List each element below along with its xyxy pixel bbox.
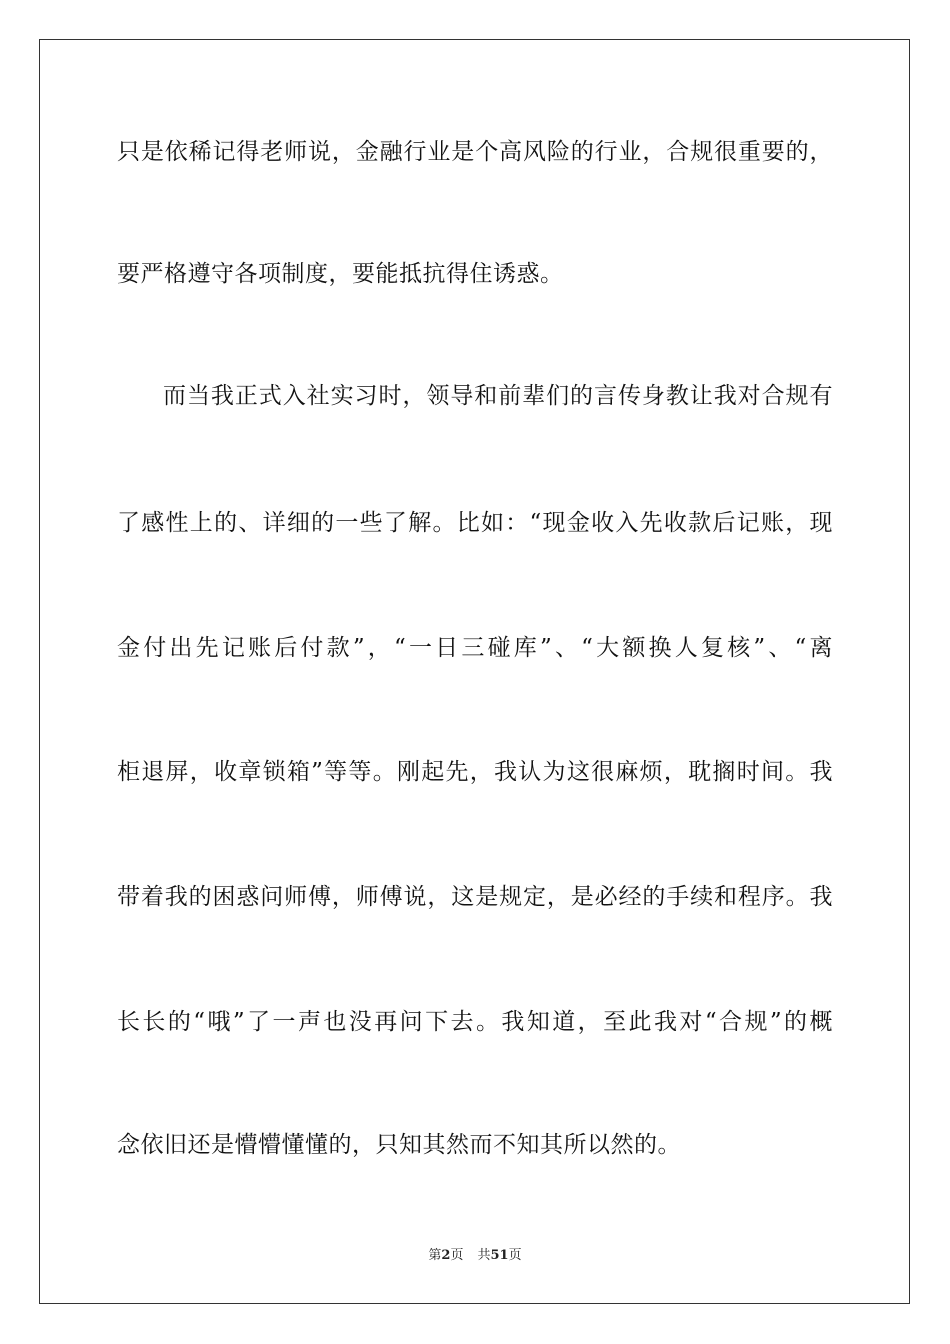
paragraph-line-5: 金付出先记账后付款”，“一日三碰库”、“大额换人复核”、“离 [117,635,833,661]
paragraph-line-9: 念依旧还是懵懵懂懂的，只知其然而不知其所以然的。 [117,1132,681,1158]
paragraph-line-3: 而当我正式入社实习时，领导和前辈们的言传身教让我对合规有 [163,383,833,409]
paragraph-line-4: 了感性上的、详细的一些了解。比如：“现金收入先收款后记账，现 [117,510,833,536]
page-number: 2 [441,1248,451,1263]
total-prefix: 共 [477,1248,491,1263]
total-suffix: 页 [508,1248,522,1263]
total-pages: 51 [490,1248,509,1263]
page-prefix: 第 [428,1248,442,1263]
paragraph-line-2: 要严格遵守各项制度，要能抵抗得住诱惑。 [117,261,564,287]
paragraph-line-6: 柜退屏，收章锁箱”等等。刚起先，我认为这很麻烦，耽搁时间。我 [117,759,833,785]
page-border [39,39,910,1304]
page-footer [0,1248,950,1264]
paragraph-line-1: 只是依稀记得老师说，金融行业是个高风险的行业，合规很重要的， [117,139,833,165]
page-suffix: 页 [450,1248,464,1263]
paragraph-line-8: 长长的“哦”了一声也没再问下去。我知道，至此我对“合规”的概 [117,1009,833,1035]
paragraph-line-7: 带着我的困惑问师傅，师傅说，这是规定，是必经的手续和程序。我 [117,884,833,910]
